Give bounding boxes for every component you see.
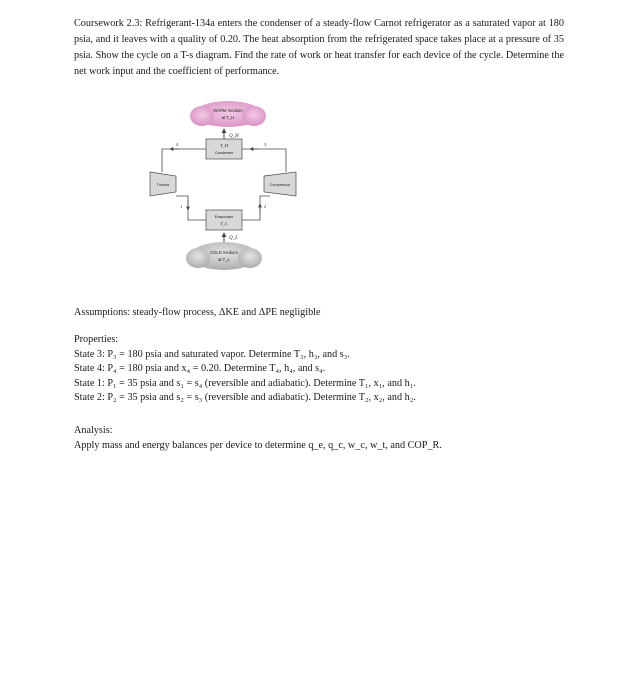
state-4-label: 4 (176, 142, 179, 147)
condenser-to-turbine-pipe (162, 149, 206, 172)
warm-medium-cloud (190, 101, 266, 127)
state-1-line: State 1: P₁ = 35 psia and s₁ = s₄ (reversible and adiabatic). Determine T₁, x₁, and h₁. (74, 377, 416, 389)
cold-medium-label: COLD medium (210, 250, 238, 255)
heat-out-label: Q_H (229, 134, 239, 139)
state-2-label: 2 (264, 204, 267, 209)
properties-title: Properties: (74, 334, 119, 345)
heat-in-label: Q_L (229, 236, 238, 241)
state-2-line: State 2: P₂ = 35 psia and s₂ = s₃ (reversible and adiabatic). Determine T₂, x₂, and h₂. (74, 392, 416, 403)
evaporator-temp-label: T_L (220, 221, 228, 226)
problem-statement: Coursework 2.3: Refrigerant-134a enters the condenser of a steady-flow Carnot refrigerator as a saturated vapor at 180 psia, and it leaves with a quality of 0.20. The heat absorption from the refrigerated space takes place at a pressure of 35 psia. Show the cycle on a T-s diagram. Find the rate of work or heat transfer for each device of the cycle. Determine the net work input and the coefficient of performance. (74, 18, 564, 77)
compressor-label: Compressor (269, 183, 291, 187)
compressor-to-condenser-pipe (242, 149, 286, 172)
state-1-label: 1 (180, 204, 183, 209)
warm-medium-label: WARM medium (213, 108, 243, 113)
turbine-label: Turbine (156, 183, 170, 187)
assumptions-section (74, 306, 554, 321)
state-3-label: 3 (264, 142, 267, 147)
analysis-text: Apply mass and energy balances per device to determine q_e, q_c, w_c, w_t, and COP_R. (74, 439, 442, 451)
evaporator-box (206, 210, 242, 230)
assumptions-text: Assumptions: steady-flow process, ΔKE and ΔPE negligible (74, 307, 321, 318)
condenser-box (206, 139, 242, 159)
refrigeration-cycle-diagram (140, 96, 300, 276)
condenser-temp-label: T_H (219, 143, 229, 148)
state-4-line: State 4: P₄ = 180 psia and x₄ = 0.20. Determine T₄, h₄, and s₄. (74, 363, 326, 374)
cold-temp-label: at T_L (218, 257, 230, 262)
analysis-title: Analysis: (74, 425, 113, 436)
properties-section (74, 333, 554, 406)
evaporator-label: Evaporator (214, 215, 234, 219)
warm-temp-label: at T_H (221, 115, 235, 120)
state-3-line: State 3: P₃ = 180 psia and saturated vapor. Determine T₃, h₃, and s₃. (74, 348, 350, 360)
analysis-section (74, 424, 554, 453)
condenser-label: Condenser (214, 151, 234, 155)
cold-medium-cloud (186, 242, 262, 270)
